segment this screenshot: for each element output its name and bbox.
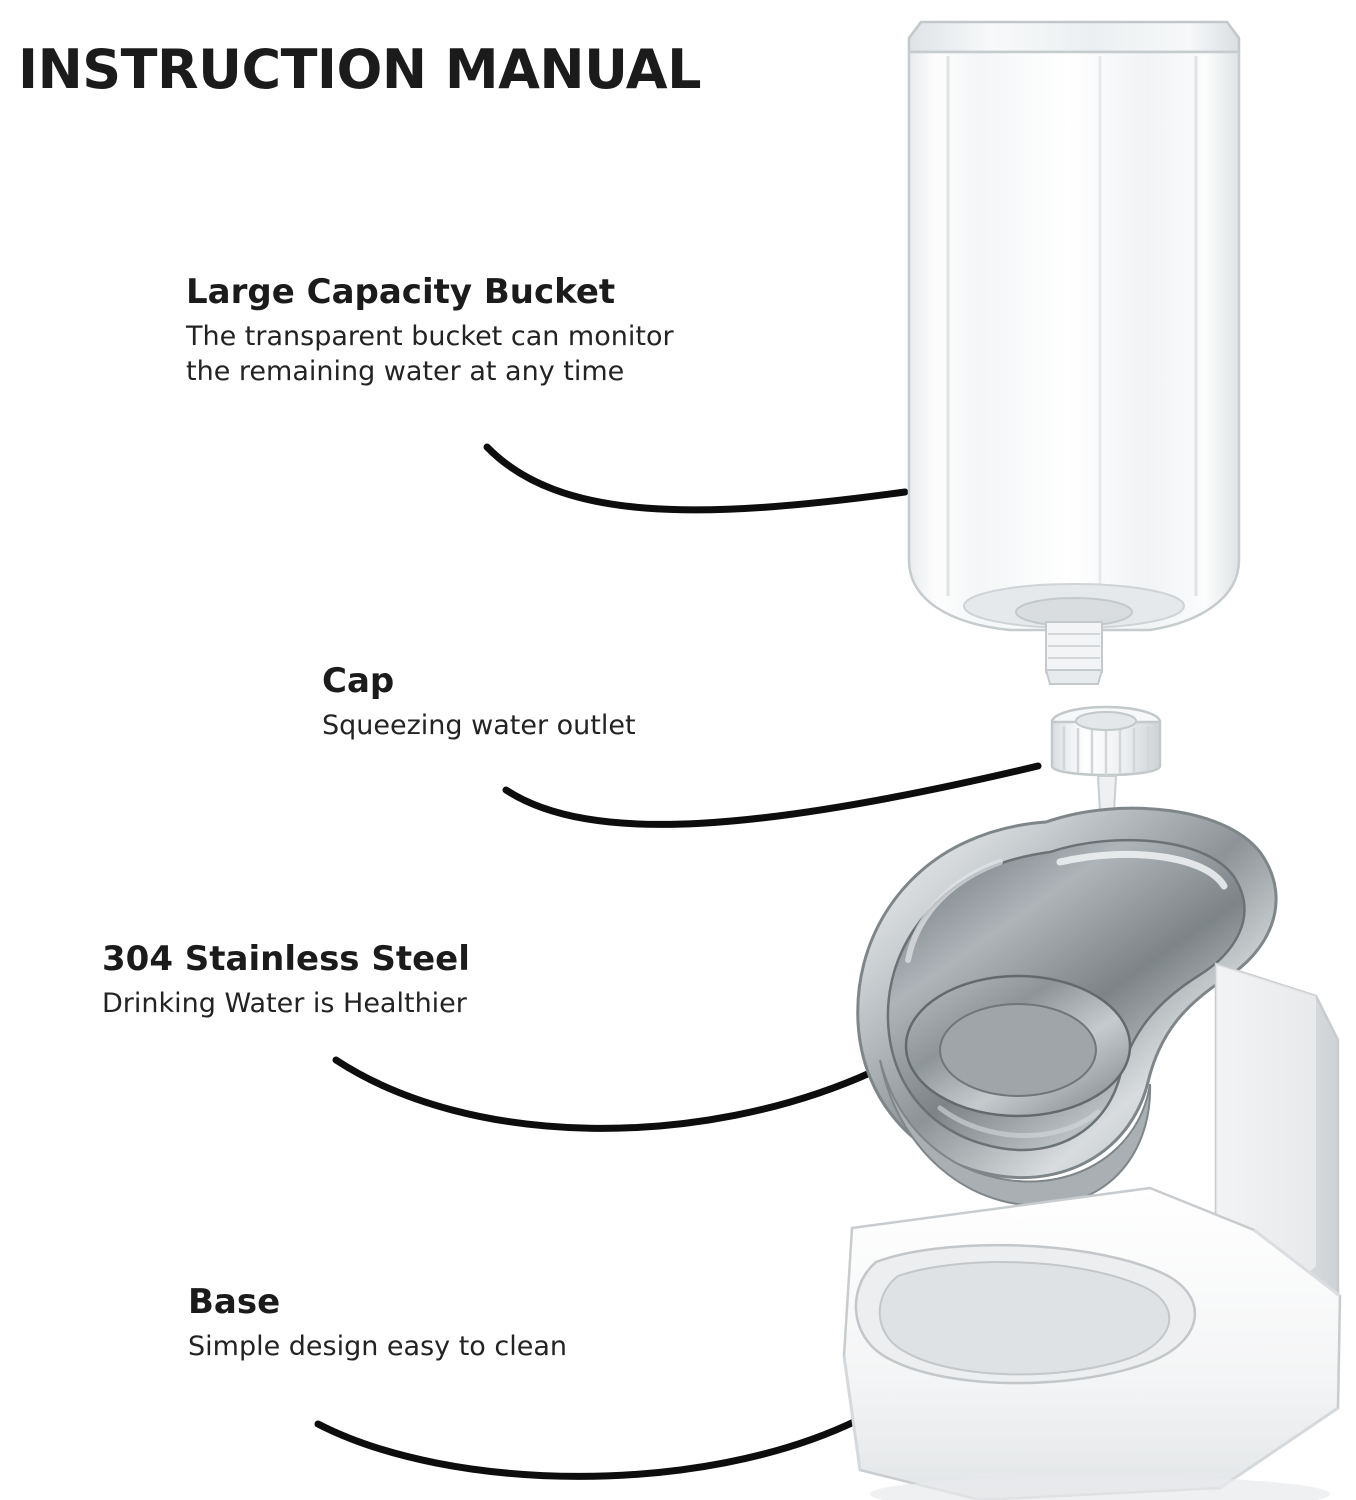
- callout-title: 304 Stainless Steel: [102, 939, 470, 979]
- page-title: INSTRUCTION MANUAL: [18, 38, 702, 101]
- leader-line-bucket: [487, 447, 905, 510]
- leader-line-steel: [336, 1060, 872, 1128]
- callout-title: Large Capacity Bucket: [186, 272, 616, 312]
- callout-desc-line1: Squeezing water outlet: [322, 710, 636, 742]
- callout-desc-line1: The transparent bucket can monitor: [186, 321, 674, 353]
- callout-title: Base: [188, 1282, 281, 1322]
- stainless-steel-bowl: [858, 808, 1276, 1205]
- callout-large-capacity-bucket: [186, 273, 674, 389]
- leader-line-cap: [506, 766, 1038, 824]
- callout-stainless-steel: [102, 940, 470, 1022]
- callout-base: [188, 1283, 567, 1365]
- callout-cap: [322, 662, 636, 744]
- leader-line-base: [318, 1420, 858, 1476]
- callout-desc-line2: the remaining water at any time: [186, 355, 625, 387]
- transparent-bucket: [909, 22, 1239, 684]
- cap: [1052, 707, 1160, 812]
- callout-desc-line1: Simple design easy to clean: [188, 1331, 568, 1363]
- callout-desc-line1: Drinking Water is Healthier: [102, 988, 467, 1020]
- callout-title: Cap: [322, 661, 395, 701]
